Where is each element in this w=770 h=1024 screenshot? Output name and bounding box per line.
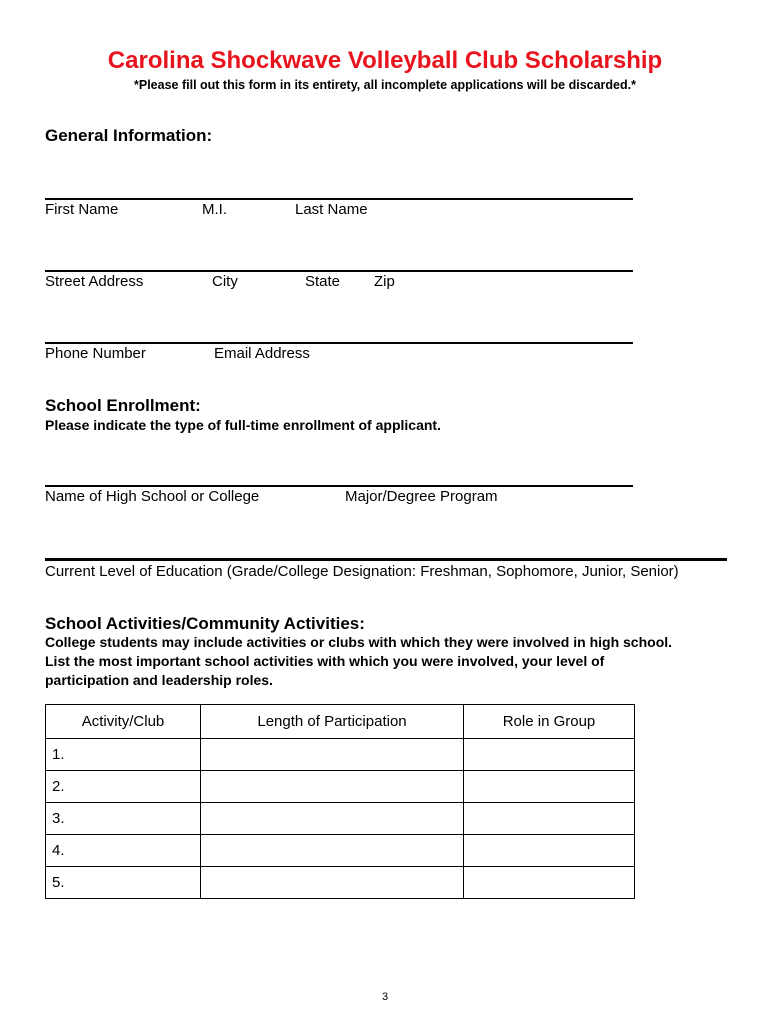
school-fill-line[interactable] — [45, 485, 633, 487]
form-instructions: *Please fill out this form in its entirety, all incomplete applications will be discarded.* — [134, 78, 636, 92]
length-cell[interactable] — [201, 835, 464, 867]
column-header-role: Role in Group — [464, 705, 635, 739]
length-cell[interactable] — [201, 739, 464, 771]
education-level-fill-line[interactable] — [45, 558, 727, 561]
table-row — [46, 803, 635, 835]
middle-initial-label: M.I. — [202, 201, 227, 218]
row-number-cell[interactable]: 3. — [46, 803, 201, 835]
row-number-cell[interactable]: 2. — [46, 771, 201, 803]
state-label: State — [305, 273, 341, 290]
page-number: 3 — [381, 991, 389, 1003]
form-title: Carolina Shockwave Volleyball Club Scholarship — [107, 47, 663, 74]
role-cell[interactable] — [464, 803, 635, 835]
general-info-heading: General Information: — [45, 126, 213, 145]
activities-note-line-3: participation and leadership roles. — [45, 672, 273, 688]
education-level-label: Current Level of Education (Grade/College Designation: Freshman, Sophomore, Junior, Senior) — [45, 563, 679, 580]
role-cell[interactable] — [464, 867, 635, 899]
city-label: City — [212, 273, 238, 290]
role-cell[interactable] — [464, 771, 635, 803]
table-row — [46, 835, 635, 867]
address-fill-line[interactable] — [45, 270, 633, 272]
table-row — [46, 739, 635, 771]
row-number-cell[interactable]: 1. — [46, 739, 201, 771]
table-row — [46, 867, 635, 899]
activities-note-line-2: List the most important school activities with which you were involved, your level of — [45, 653, 605, 669]
last-name-label: Last Name — [295, 201, 368, 218]
length-cell[interactable] — [201, 771, 464, 803]
row-number-cell[interactable]: 5. — [46, 867, 201, 899]
major-label: Major/Degree Program — [345, 488, 498, 505]
table-row — [46, 771, 635, 803]
email-address-label: Email Address — [214, 345, 310, 362]
school-name-label: Name of High School or College — [45, 488, 260, 505]
column-header-activity: Activity/Club — [46, 705, 201, 739]
zip-label: Zip — [374, 273, 395, 290]
row-number-cell[interactable]: 4. — [46, 835, 201, 867]
contact-fill-line[interactable] — [45, 342, 633, 344]
activities-table — [45, 704, 635, 899]
length-cell[interactable] — [201, 803, 464, 835]
length-cell[interactable] — [201, 867, 464, 899]
role-cell[interactable] — [464, 835, 635, 867]
table-header-row — [46, 705, 635, 739]
name-fill-line[interactable] — [45, 198, 633, 200]
phone-number-label: Phone Number — [45, 345, 146, 362]
enrollment-note: Please indicate the type of full-time enrollment of applicant. — [45, 417, 441, 433]
street-address-label: Street Address — [45, 273, 144, 290]
school-enrollment-heading: School Enrollment: — [45, 396, 201, 415]
activities-note-line-1: College students may include activities or clubs with which they were involved in high school. — [45, 634, 673, 650]
activities-heading: School Activities/Community Activities: — [45, 614, 365, 633]
role-cell[interactable] — [464, 739, 635, 771]
first-name-label: First Name — [45, 201, 119, 218]
column-header-length: Length of Participation — [201, 705, 464, 739]
